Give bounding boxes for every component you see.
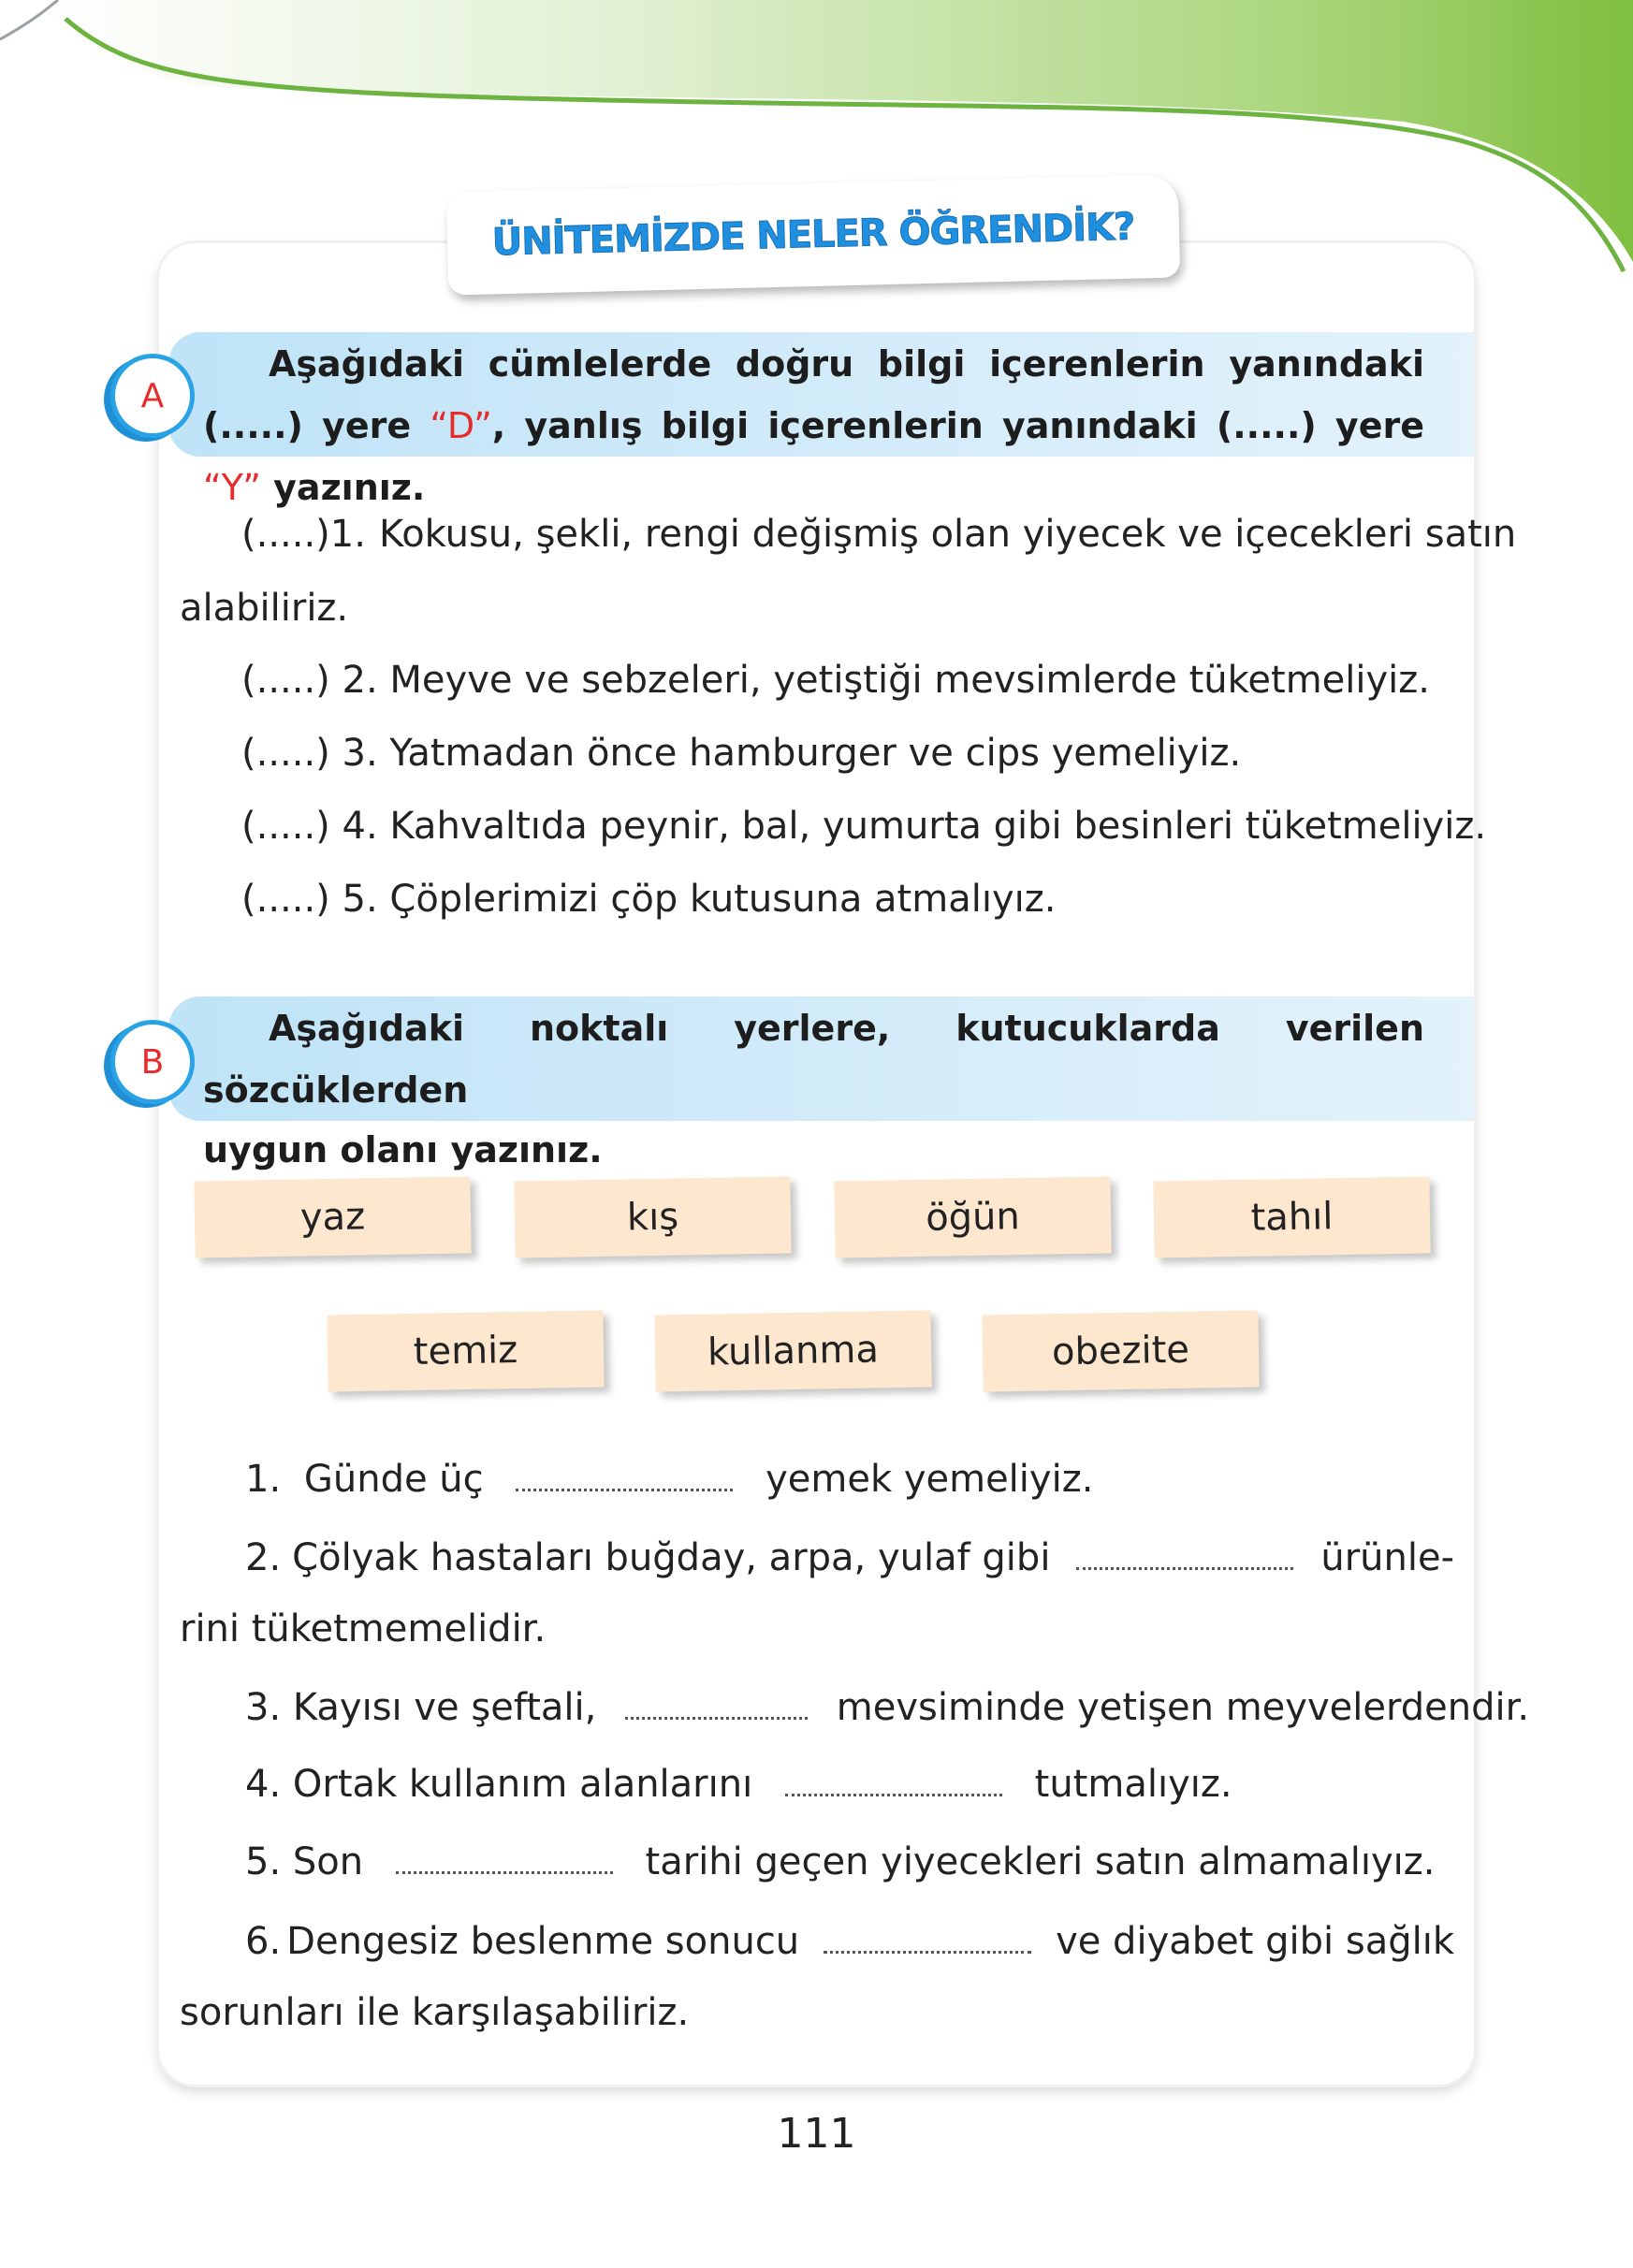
statement-blank[interactable]: (.....) (241, 659, 330, 702)
item-text-after: ürünle- (1320, 1536, 1454, 1579)
item-text-after: yemek yemeliyiz. (765, 1458, 1094, 1501)
statement-number: 5. (342, 878, 378, 921)
statement-text: Çöplerimizi çöp kutusuna atmalıyız. (389, 878, 1057, 921)
fill-blank[interactable] (1076, 1567, 1293, 1570)
statement-text: Yatmadan önce hamburger ve cips yemeliyiz. (389, 732, 1242, 775)
instruction-b-line2: uygun olanı yazınız. (203, 1129, 603, 1170)
item-number: 3. (245, 1686, 282, 1729)
instruction-b-line1: Aşağıdaki noktalı yerlere, kutucuklarda verilen sözcüklerden (203, 1008, 1424, 1111)
statement-text: Meyve ve sebzeleri, yetiştiği mevsimlerde tüketmeliyiz. (389, 659, 1430, 702)
word-chip-ogun[interactable]: öğün (834, 1176, 1111, 1258)
item-text-before: Dengesiz beslenme sonucu (286, 1920, 800, 1963)
word-chip-obezite[interactable]: obezite (982, 1310, 1259, 1391)
item-text-before: Son (292, 1840, 364, 1883)
section-b-badge: B (110, 1020, 195, 1104)
word-chip-temiz[interactable]: temiz (327, 1310, 604, 1391)
item-text-before: Kayısı ve şeftali, (292, 1686, 597, 1729)
item-text-after: tarihi geçen yiyecekleri satın almamalıyız. (645, 1840, 1436, 1883)
item-number: 6. (245, 1920, 282, 1963)
statement-a-3 (241, 732, 1241, 775)
section-a-badge: A (110, 354, 195, 438)
instruction-a-d-letter: “D” (430, 405, 492, 446)
item-number: 1. (245, 1458, 282, 1501)
statement-number: 2. (342, 659, 378, 702)
item-text-before: Çölyak hastaları buğday, arpa, yulaf gibi (292, 1536, 1051, 1579)
fill-blank[interactable] (785, 1794, 1002, 1796)
instruction-a-part3: yazınız. (260, 467, 426, 508)
item-number: 2. (245, 1536, 282, 1579)
statement-blank[interactable]: (.....) (241, 513, 330, 556)
fill-item-6 (245, 1920, 1454, 1963)
statement-a-1 (241, 513, 1517, 556)
statement-blank[interactable]: (.....) (241, 805, 330, 848)
page-title: ÜNİTEMİZDE NELER ÖĞRENDİK? (491, 205, 1135, 265)
item-text-before: Ortak kullanım alanlarını (292, 1763, 753, 1806)
statement-text: Kahvaltıda peynir, bal, yumurta gibi besinleri tüketmeliyiz. (389, 805, 1487, 848)
word-chip-yaz[interactable]: yaz (194, 1176, 471, 1258)
instruction-a-part1: Aşağıdaki cümlelerde doğru bilgi içerenlerin yanındaki (.....) yere (203, 343, 1424, 446)
item-text-after: ve diyabet gibi sağlık (1056, 1920, 1454, 1963)
statement-blank[interactable]: (.....) (241, 732, 330, 775)
statement-a-4 (241, 805, 1486, 848)
title-tab (446, 174, 1180, 295)
statement-number: 4. (342, 805, 378, 848)
statement-a-1-continuation: alabiliriz. (180, 587, 349, 630)
statement-text: Kokusu, şekli, rengi değişmiş olan yiyecek ve içecekleri satın (378, 513, 1517, 556)
statement-a-5 (241, 878, 1056, 921)
statement-blank[interactable]: (.....) (241, 878, 330, 921)
fill-item-6-continuation: sorunları ile karşılaşabiliriz. (180, 1991, 690, 2034)
section-a-instruction (203, 333, 1424, 518)
fill-blank[interactable] (625, 1717, 808, 1720)
instruction-a-y-letter: “Y” (203, 467, 261, 508)
page-number: 111 (777, 2110, 856, 2158)
fill-item-2-continuation: rini tüketmemelidir. (180, 1607, 547, 1650)
fill-blank[interactable] (824, 1951, 1031, 1954)
fill-item-1 (245, 1458, 1093, 1501)
fill-item-5 (245, 1840, 1436, 1883)
fill-blank[interactable] (396, 1871, 613, 1874)
item-number: 5. (245, 1840, 282, 1883)
item-number: 4. (245, 1763, 282, 1806)
fill-blank[interactable] (516, 1489, 733, 1491)
statement-number: 3. (342, 732, 378, 775)
word-chip-kullanma[interactable]: kullanma (654, 1310, 931, 1391)
item-text-after: tutmalıyız. (1034, 1763, 1232, 1806)
fill-item-4 (245, 1763, 1232, 1806)
word-chip-tahil[interactable]: tahıl (1153, 1176, 1430, 1258)
word-chip-kis[interactable]: kış (514, 1176, 791, 1258)
instruction-a-part2: , yanlış bilgi içerenlerin yanındaki (.....) yere (491, 405, 1424, 446)
item-text-after: mevsiminde yetişen meyvelerdendir. (836, 1686, 1530, 1729)
statement-number: 1. (329, 513, 366, 556)
statement-a-2 (241, 659, 1430, 702)
section-b-instruction (203, 997, 1424, 1181)
fill-item-3 (245, 1686, 1529, 1729)
item-text-before: Günde üç (303, 1458, 484, 1501)
fill-item-2 (245, 1536, 1454, 1579)
